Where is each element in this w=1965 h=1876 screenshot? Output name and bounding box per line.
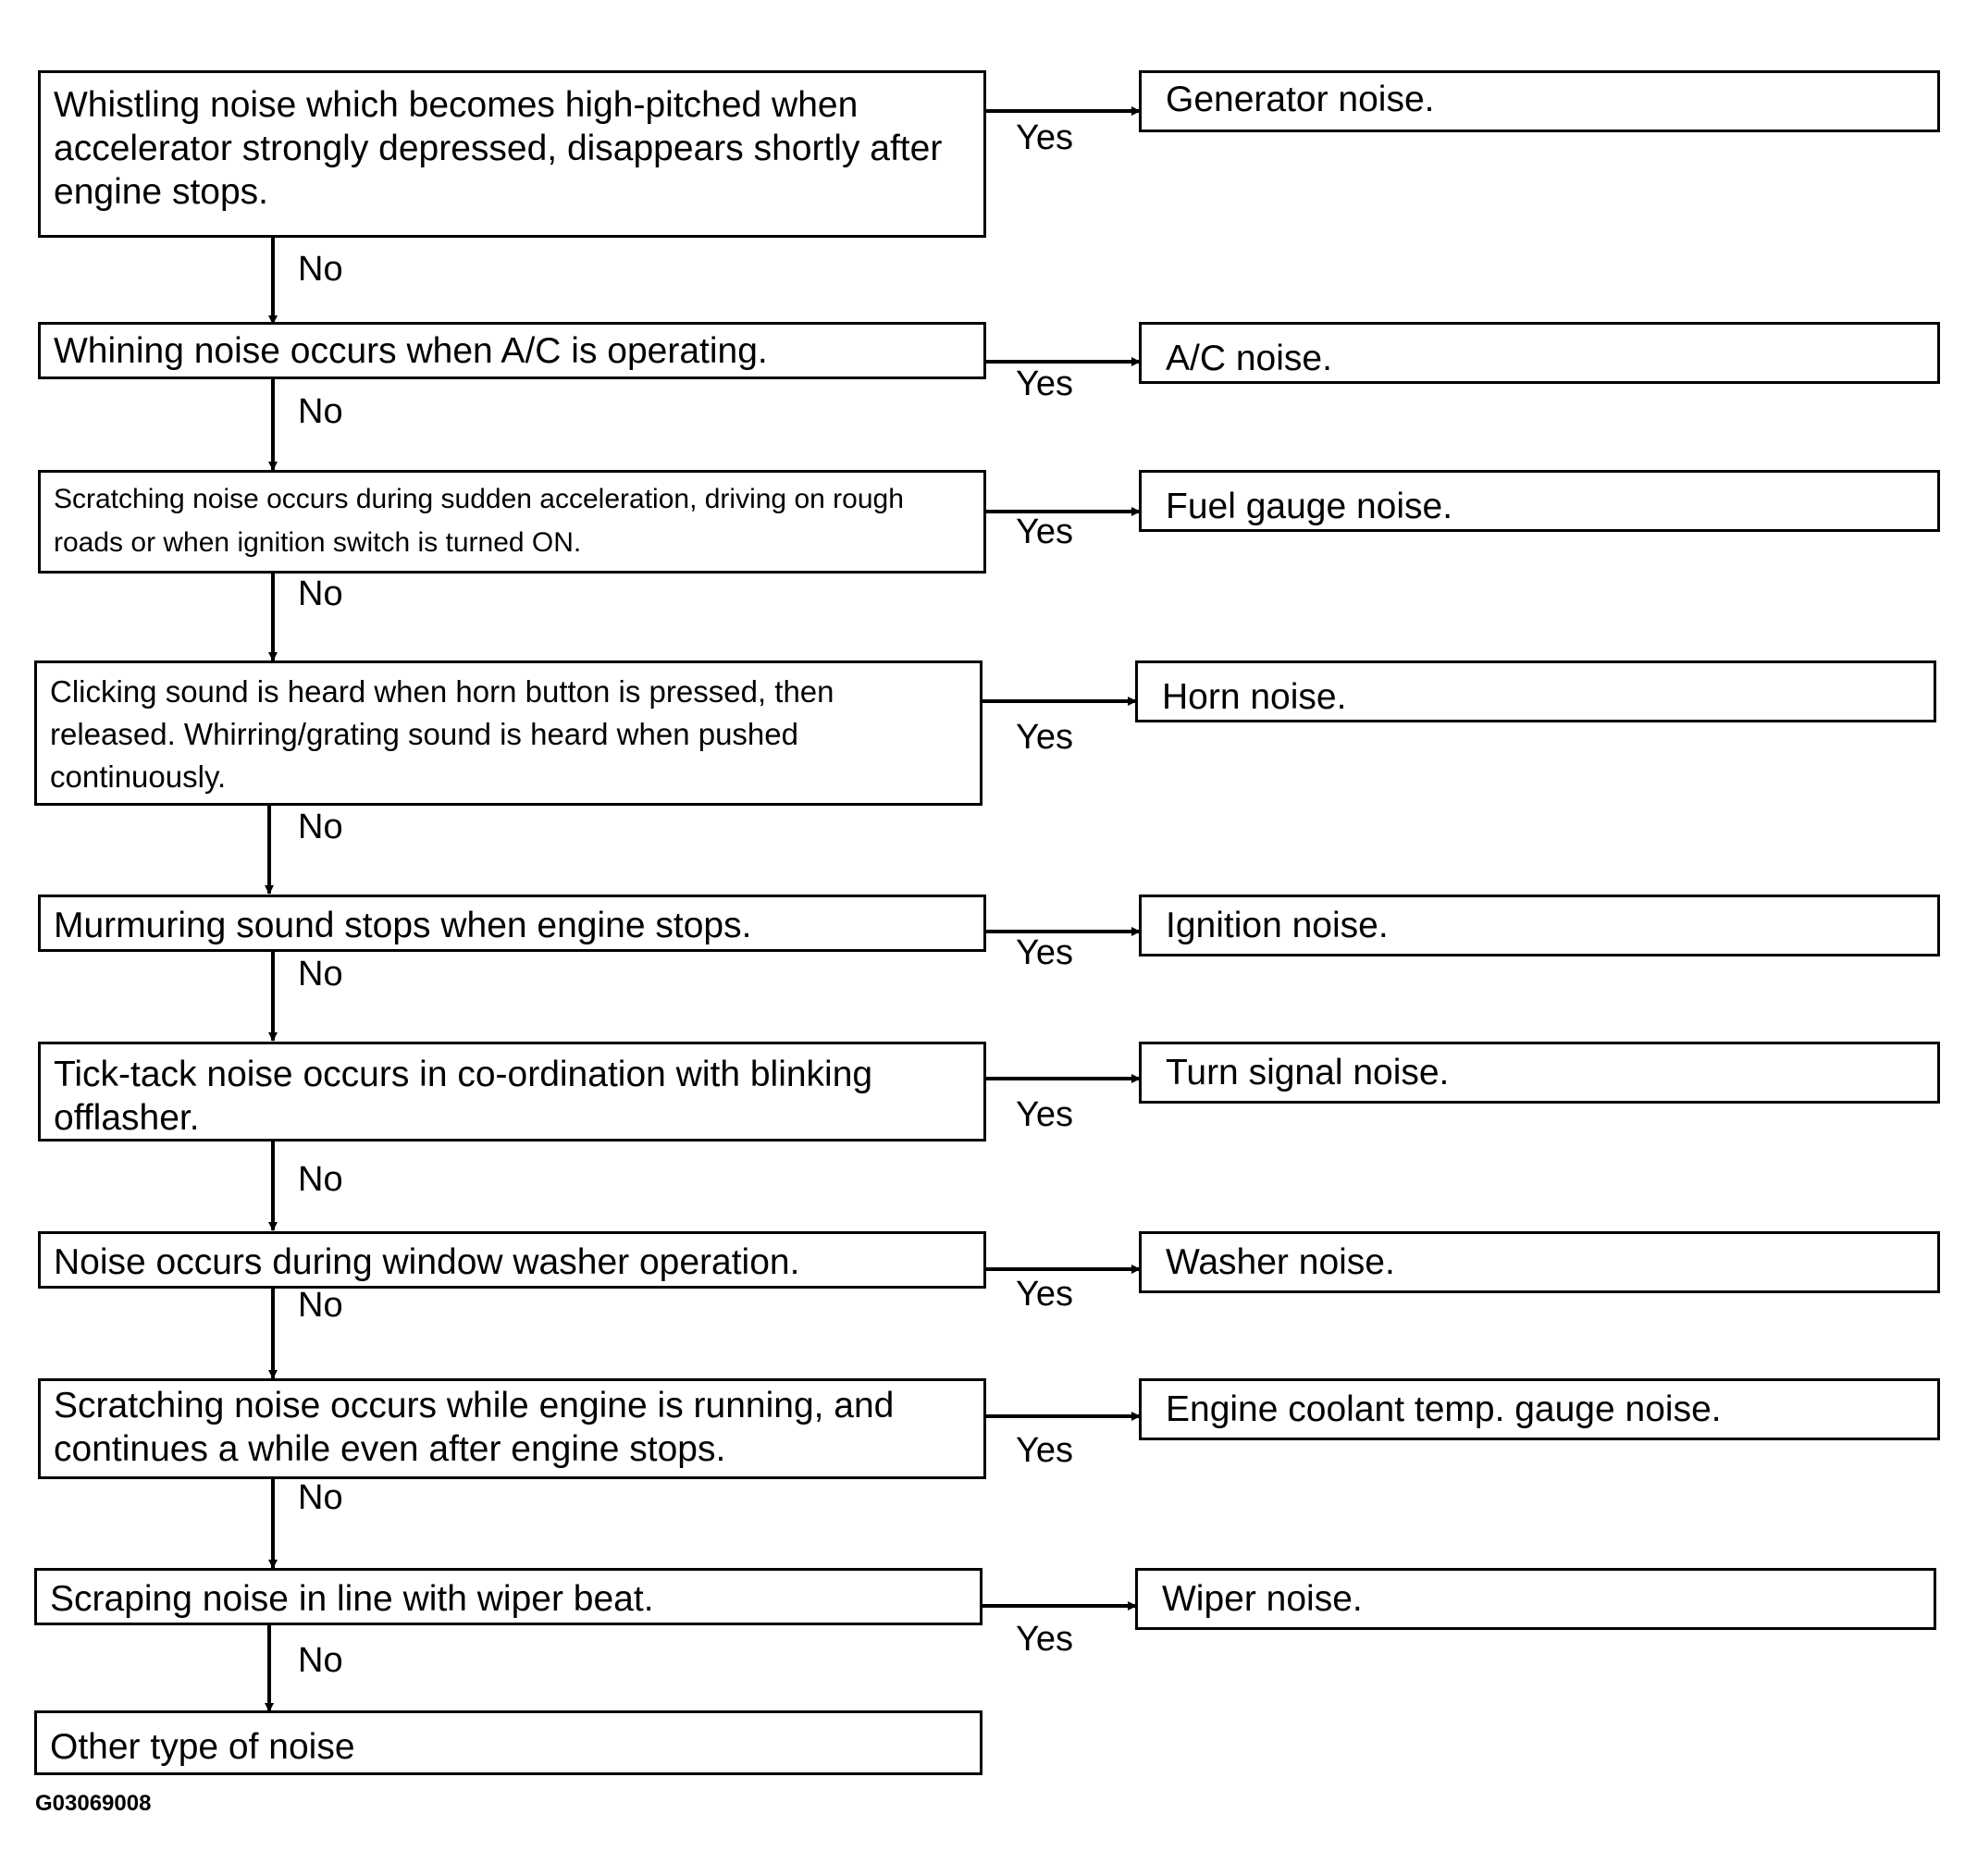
no-label: No bbox=[298, 574, 343, 613]
result-box: Fuel gauge noise. bbox=[1139, 470, 1940, 532]
question-box: Scraping noise in line with wiper beat. bbox=[34, 1568, 982, 1625]
no-label: No bbox=[298, 392, 343, 431]
question-box: Murmuring sound stops when engine stops. bbox=[38, 895, 986, 952]
result-box: A/C noise. bbox=[1139, 322, 1940, 384]
question-box: Whining noise occurs when A/C is operating. bbox=[38, 322, 986, 379]
yes-label: Yes bbox=[1016, 1620, 1073, 1659]
no-label: No bbox=[298, 1478, 343, 1517]
result-box: Ignition noise. bbox=[1139, 895, 1940, 957]
no-label: No bbox=[298, 1641, 343, 1680]
no-label: No bbox=[298, 1286, 343, 1325]
yes-label: Yes bbox=[1016, 512, 1073, 551]
no-label: No bbox=[298, 1160, 343, 1199]
yes-label: Yes bbox=[1016, 118, 1073, 157]
figure-code: G03069008 bbox=[35, 1791, 152, 1816]
yes-label: Yes bbox=[1016, 1275, 1073, 1314]
question-box: Tick-tack noise occurs in co-ordination with blinking offlasher. bbox=[38, 1042, 986, 1142]
result-box: Engine coolant temp. gauge noise. bbox=[1139, 1378, 1940, 1440]
question-box: Whistling noise which becomes high-pitched when accelerator strongly depressed, disappears shortly after engine stops. bbox=[38, 70, 986, 238]
result-box: Generator noise. bbox=[1139, 70, 1940, 132]
no-label: No bbox=[298, 808, 343, 846]
final-box: Other type of noise bbox=[34, 1710, 982, 1775]
result-box: Wiper noise. bbox=[1135, 1568, 1936, 1630]
yes-label: Yes bbox=[1016, 718, 1073, 757]
yes-label: Yes bbox=[1016, 1095, 1073, 1134]
result-box: Turn signal noise. bbox=[1139, 1042, 1940, 1104]
question-box: Noise occurs during window washer operation. bbox=[38, 1231, 986, 1289]
yes-label: Yes bbox=[1016, 364, 1073, 403]
question-box: Scratching noise occurs during sudden acceleration, driving on rough roads or when ignition switch is turned ON. bbox=[38, 470, 986, 574]
question-box: Clicking sound is heard when horn button is pressed, then released. Whirring/grating sound is heard when pushed continuously. bbox=[34, 660, 982, 806]
result-box: Washer noise. bbox=[1139, 1231, 1940, 1293]
no-label: No bbox=[298, 250, 343, 289]
yes-label: Yes bbox=[1016, 1431, 1073, 1470]
question-box: Scratching noise occurs while engine is running, and continues a while even after engine stops. bbox=[38, 1378, 986, 1479]
yes-label: Yes bbox=[1016, 933, 1073, 972]
result-box: Horn noise. bbox=[1135, 660, 1936, 722]
no-label: No bbox=[298, 955, 343, 994]
